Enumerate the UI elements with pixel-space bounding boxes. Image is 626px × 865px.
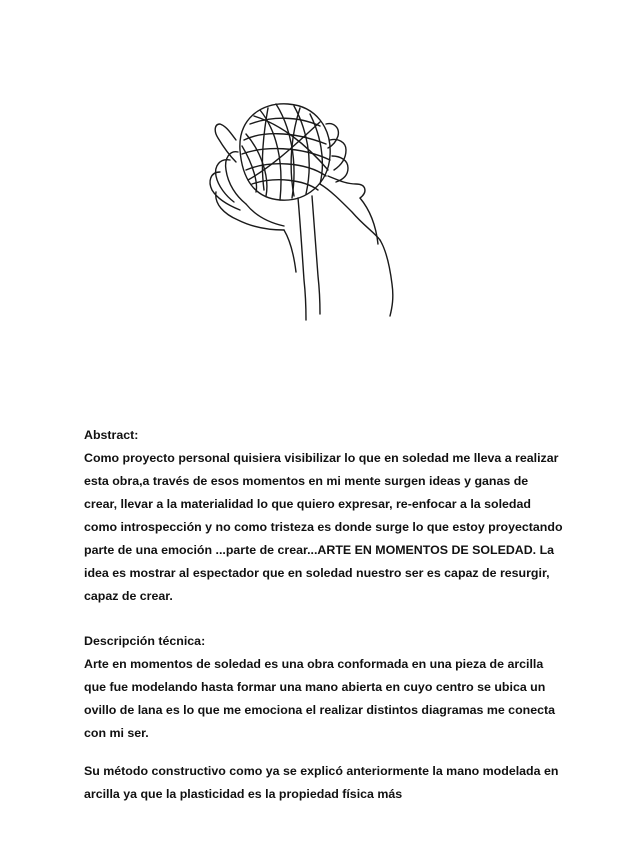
- abstract-section: [84, 424, 564, 608]
- hands-holding-yarn-ball-sketch-icon: [180, 80, 430, 330]
- yarn-ball-icon: [240, 104, 330, 200]
- metodo-text: Su método constructivo como ya se explicó anteriormente la mano modelada en arcilla ya que la plasticidad es la propiedad física más: [84, 764, 559, 801]
- abstract-heading: Abstract:: [84, 428, 139, 442]
- metodo-section: [84, 760, 564, 806]
- descripcion-tecnica-text: Arte en momentos de soledad es una obra conformada en una pieza de arcilla que fue modelando hasta formar una mano abierta en cuyo centro se ubica un ovillo de lana es lo que me emociona el realizar distintos diagramas me conecta con mi ser.: [84, 657, 556, 740]
- descripcion-tecnica-heading: Descripción técnica:: [84, 634, 206, 648]
- abstract-text: Como proyecto personal quisiera visibilizar lo que en soledad me lleva a realizar esta obra,a través de esos momentos en mi mente surgen ideas y ganas de crear, llevar a la materialidad lo que quiero expresar, re-enfocar a la soledad como introspección y no como tristeza es donde surge lo que estoy proyectando parte de una emoción ...parte de crear...ARTE EN MOMENTOS DE SOLEDAD. La idea es mostrar al espectador que en soledad nuestro ser es capaz de resurgir, capaz de crear.: [84, 451, 563, 603]
- right-hand-icon: [320, 124, 393, 316]
- arm-lines-icon: [284, 196, 320, 320]
- descripcion-tecnica-section: [84, 630, 564, 745]
